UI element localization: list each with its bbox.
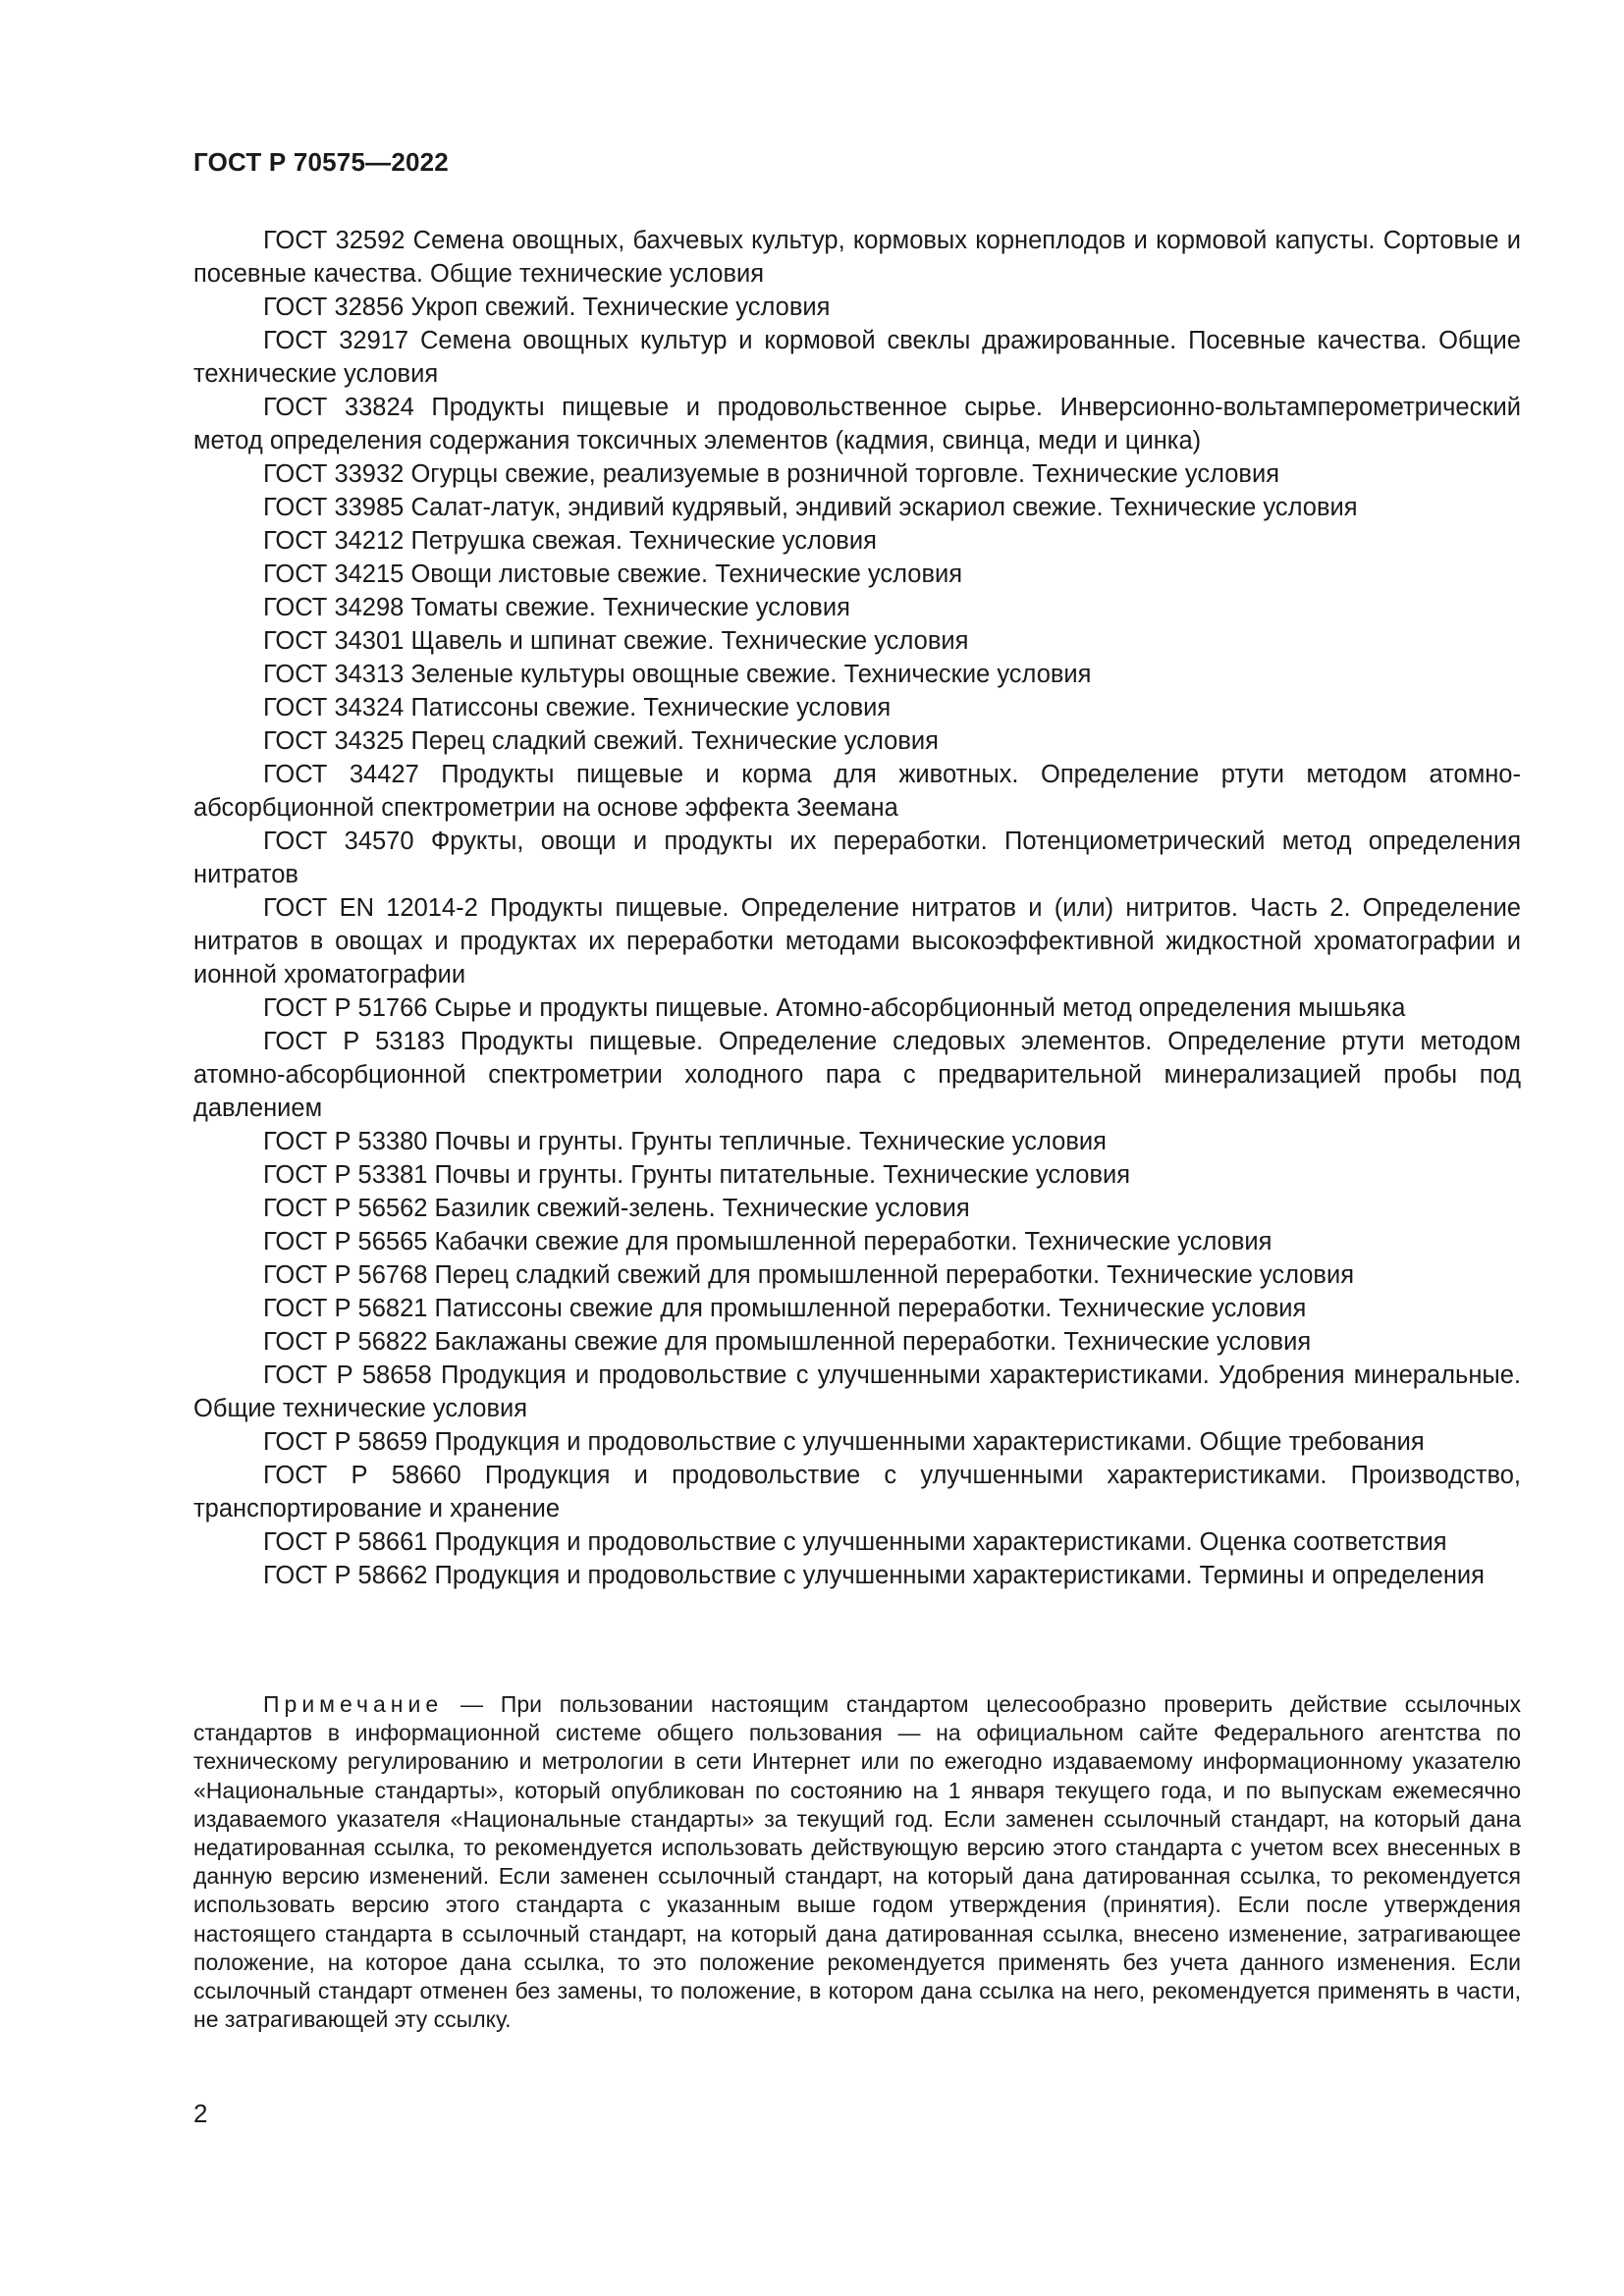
reference-code: ГОСТ Р 56821 <box>263 1295 428 1322</box>
reference-entry <box>193 1025 1521 1125</box>
reference-title: Продукция и продовольствие с улучшенными характеристиками. Термины и определения <box>434 1562 1485 1589</box>
reference-title: Сырье и продукты пищевые. Атомно-абсорбционный метод определения мышьяка <box>434 994 1406 1022</box>
reference-entry <box>193 658 1521 691</box>
reference-entry <box>193 1158 1521 1192</box>
reference-entry <box>193 224 1521 291</box>
reference-code: ГОСТ Р 56562 <box>263 1195 428 1222</box>
reference-title: Томаты свежие. Технические условия <box>410 594 850 621</box>
reference-entry <box>193 1258 1521 1292</box>
reference-title: Продукция и продовольствие с улучшенными характеристиками. Производство, транспортирование и хранение <box>193 1462 1521 1522</box>
reference-title: Кабачки свежие для промышленной переработки. Технические условия <box>434 1228 1272 1255</box>
reference-entry <box>193 1125 1521 1158</box>
reference-code: ГОСТ Р 58662 <box>263 1562 428 1589</box>
reference-entry <box>193 1292 1521 1325</box>
reference-title: Продукты пищевые. Определение нитратов и (или) нитритов. Часть 2. Определение нитратов в овощах и продуктах их переработки методами высокоэффективной жидкостной хроматографии и ионной хроматографии <box>193 894 1521 988</box>
document-header: ГОСТ Р 70575—2022 <box>193 147 449 177</box>
reference-entry <box>193 1559 1521 1592</box>
reference-title: Продукты пищевые. Определение следовых элементов. Определение ртути методом атомно-абсорбционной спектрометрии холодного пара с предварительной минерализацией пробы под давлением <box>193 1028 1521 1122</box>
reference-code: ГОСТ 33985 <box>263 494 405 521</box>
reference-entry <box>193 591 1521 624</box>
reference-title: Продукция и продовольствие с улучшенными характеристиками. Общие требования <box>434 1428 1425 1456</box>
reference-title: Перец сладкий свежий. Технические условия <box>410 727 939 755</box>
reference-code: ГОСТ Р 58658 <box>263 1362 432 1389</box>
reference-title: Базилик свежий-зелень. Технические условия <box>434 1195 970 1222</box>
reference-code: ГОСТ 32917 <box>263 327 409 354</box>
reference-title: Овощи листовые свежие. Технические условия <box>410 561 963 588</box>
reference-entry <box>193 891 1521 991</box>
reference-title: Огурцы свежие, реализуемые в розничной торговле. Технические условия <box>410 460 1280 488</box>
reference-entry <box>193 1192 1521 1225</box>
reference-title: Щавель и шпинат свежие. Технические условия <box>410 627 969 655</box>
reference-entry <box>193 524 1521 558</box>
reference-title: Патиссоны свежие. Технические условия <box>410 694 892 721</box>
reference-code: ГОСТ Р 53183 <box>263 1028 446 1055</box>
reference-entry <box>193 1425 1521 1459</box>
reference-code: ГОСТ Р 53381 <box>263 1161 428 1189</box>
reference-entry <box>193 624 1521 658</box>
reference-entry <box>193 1525 1521 1559</box>
reference-code: ГОСТ Р 58661 <box>263 1528 428 1556</box>
reference-code: ГОСТ Р 56565 <box>263 1228 428 1255</box>
reference-code: ГОСТ 33932 <box>263 460 405 488</box>
reference-code: ГОСТ EN 12014-2 <box>263 894 478 922</box>
reference-code: ГОСТ 34212 <box>263 527 405 555</box>
reference-entry <box>193 491 1521 524</box>
page-number: 2 <box>193 2099 208 2128</box>
normative-references-list <box>193 224 1521 1592</box>
note-label: Примечание <box>263 1691 444 1717</box>
reference-title: Продукция и продовольствие с улучшенными характеристиками. Оценка соответствия <box>434 1528 1447 1556</box>
reference-title: Баклажаны свежие для промышленной переработки. Технические условия <box>434 1328 1312 1356</box>
reference-code: ГОСТ Р 58660 <box>263 1462 461 1489</box>
reference-entry <box>193 1459 1521 1525</box>
reference-code: ГОСТ 32592 <box>263 227 406 254</box>
reference-entry <box>193 291 1521 324</box>
reference-code: ГОСТ 33824 <box>263 394 414 421</box>
reference-code: ГОСТ 34324 <box>263 694 405 721</box>
reference-title: Салат-латук, эндивий кудрявый, эндивий эскариол свежие. Технические условия <box>410 494 1358 521</box>
reference-title: Укроп свежий. Технические условия <box>410 294 831 321</box>
reference-code: ГОСТ Р 51766 <box>263 994 428 1022</box>
reference-code: ГОСТ 34570 <box>263 828 414 855</box>
reference-title: Семена овощных, бахчевых культур, кормовых корнеплодов и кормовой капусты. Сортовые и посевные качества. Общие технические условия <box>193 227 1521 288</box>
reference-code: ГОСТ Р 58659 <box>263 1428 428 1456</box>
reference-title: Почвы и грунты. Грунты тепличные. Технические условия <box>434 1128 1107 1155</box>
reference-code: ГОСТ 34298 <box>263 594 405 621</box>
reference-code: ГОСТ Р 53380 <box>263 1128 428 1155</box>
reference-code: ГОСТ 34325 <box>263 727 405 755</box>
reference-entry <box>193 991 1521 1025</box>
reference-title: Почвы и грунты. Грунты питательные. Технические условия <box>434 1161 1131 1189</box>
reference-code: ГОСТ Р 56768 <box>263 1261 428 1289</box>
reference-title: Продукты пищевые и продовольственное сырье. Инверсионно-вольтамперометрический метод определения содержания токсичных элементов (кадмия, свинца, меди и цинка) <box>193 394 1521 454</box>
reference-title: Петрушка свежая. Технические условия <box>410 527 877 555</box>
reference-code: ГОСТ 34215 <box>263 561 405 588</box>
note-block <box>193 1690 1521 2034</box>
reference-entry <box>193 1225 1521 1258</box>
reference-entry <box>193 691 1521 724</box>
reference-title: Семена овощных культур и кормовой свеклы дражированные. Посевные качества. Общие технические условия <box>193 327 1521 388</box>
reference-entry <box>193 1359 1521 1425</box>
reference-code: ГОСТ 32856 <box>263 294 405 321</box>
reference-title: Продукция и продовольствие с улучшенными характеристиками. Удобрения минеральные. Общие технические условия <box>193 1362 1522 1422</box>
reference-code: ГОСТ 34301 <box>263 627 405 655</box>
note-text: — При пользовании настоящим стандартом целесообразно проверить действие ссылочных стандартов в информационной системе общего пользования — на официальном сайте Федерального агентства по техническому регулированию и метрологии в сети Интернет или по ежегодно издаваемому информационному указателю «Национальные стандарты», который опубликован по состоянию на 1 января текущего года, и по выпускам ежемесячно издаваемого указателя «Национальные стандарты» за текущий год. Если заменен ссылочный стандарт, на который дана недатированная ссылка, то рекомендуется использовать действующую версию этого стандарта с учетом всех внесенных в данную версию изменений. Если заменен ссылочный стандарт, на который дана датированная ссылка, то рекомендуется использовать версию этого стандарта с указанным выше годом утверждения (принятия). Если после утверждения настоящего стандарта в ссылочный стандарт, на который дана датированная ссылка, внесено изменение, затрагивающее положение, на которое дана ссылка, то это положение рекомендуется применять без учета данного изменения. Если ссылочный стандарт отменен без замены, то положение, в котором дана ссылка на него, рекомендуется применять в части, не затрагивающей эту ссылку. <box>193 1691 1521 2033</box>
reference-code: ГОСТ 34427 <box>263 761 419 788</box>
reference-title: Фрукты, овощи и продукты их переработки. Потенциометрический метод определения нитратов <box>193 828 1522 888</box>
reference-entry <box>193 1325 1521 1359</box>
reference-title: Патиссоны свежие для промышленной переработки. Технические условия <box>434 1295 1307 1322</box>
reference-code: ГОСТ Р 56822 <box>263 1328 428 1356</box>
reference-title: Перец сладкий свежий для промышленной переработки. Технические условия <box>434 1261 1355 1289</box>
reference-entry <box>193 391 1521 457</box>
note-paragraph <box>193 1690 1521 2034</box>
reference-code: ГОСТ 34313 <box>263 661 405 688</box>
reference-title: Зеленые культуры овощные свежие. Технические условия <box>410 661 1092 688</box>
reference-title: Продукты пищевые и корма для животных. Определение ртути методом атомно-абсорбционной спектрометрии на основе эффекта Зеемана <box>193 761 1521 822</box>
reference-entry <box>193 457 1521 491</box>
reference-entry <box>193 558 1521 591</box>
reference-entry <box>193 324 1521 391</box>
reference-entry <box>193 724 1521 758</box>
reference-entry <box>193 825 1521 891</box>
reference-entry <box>193 758 1521 825</box>
